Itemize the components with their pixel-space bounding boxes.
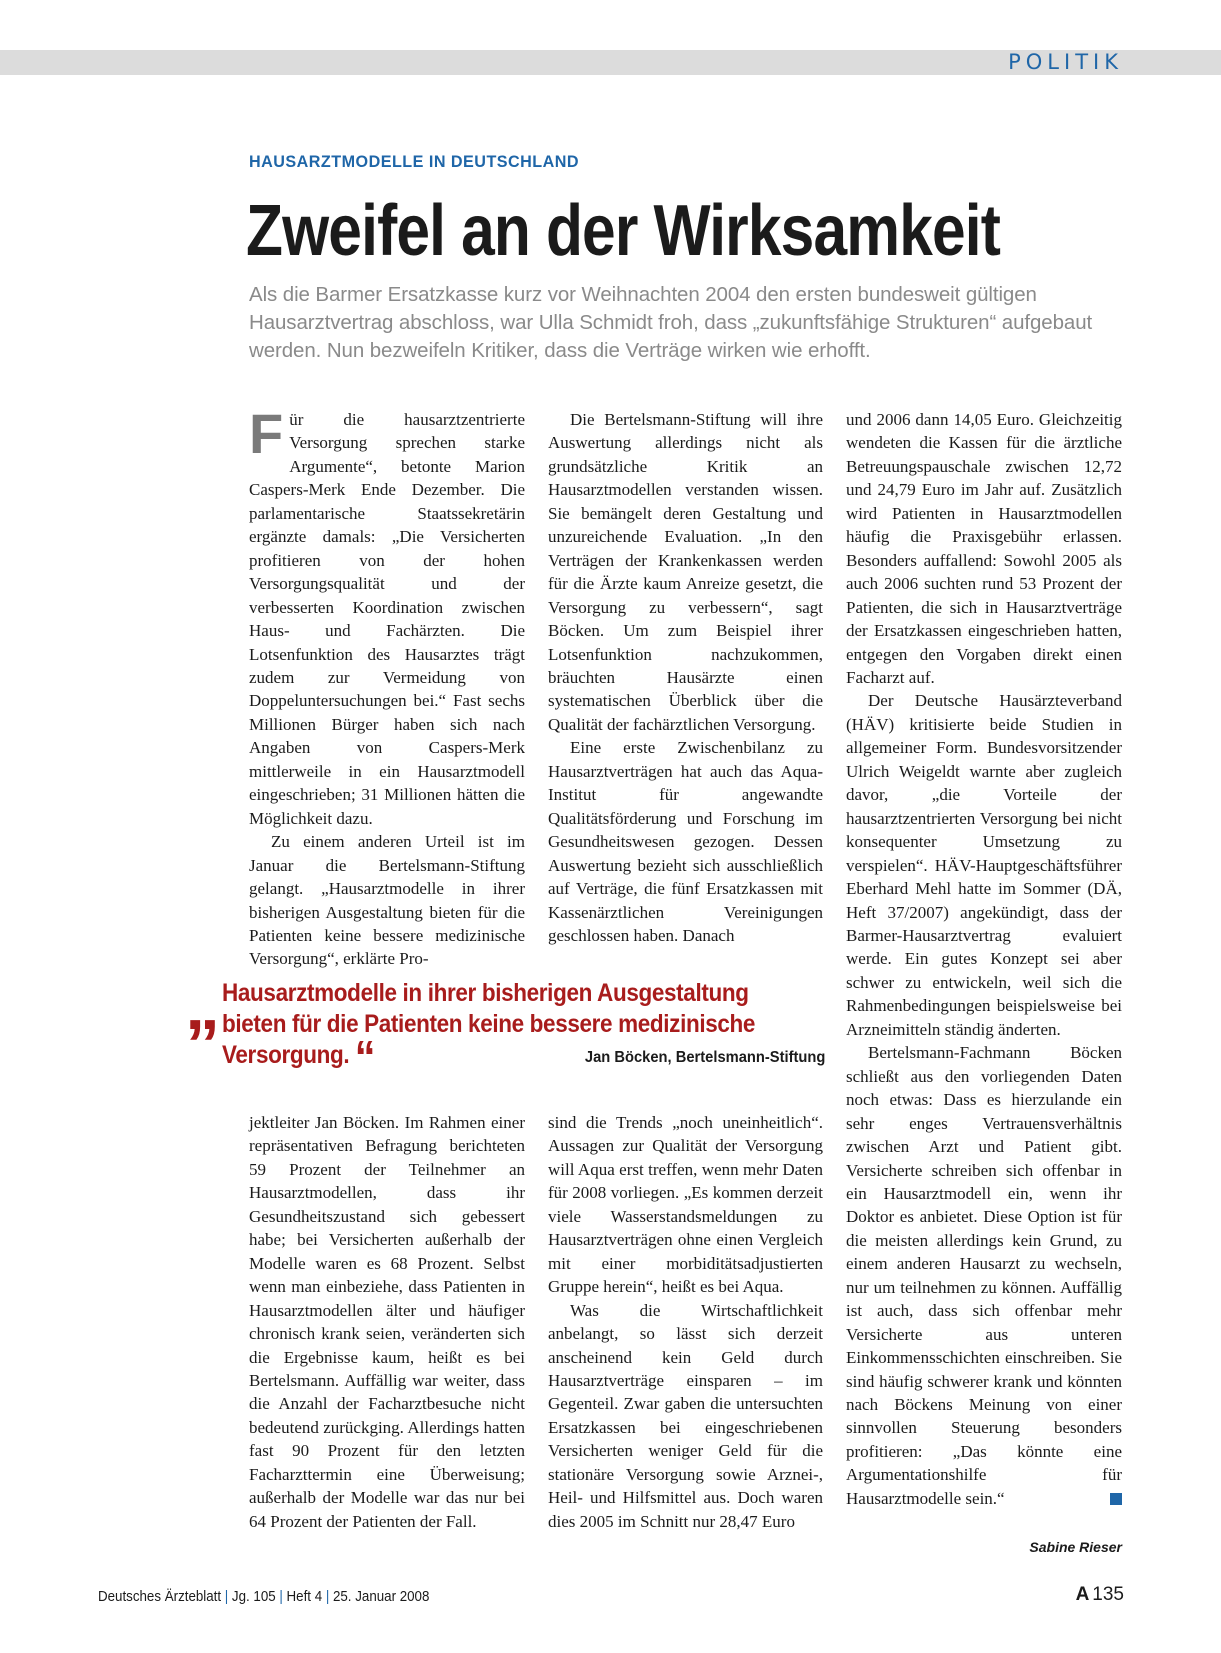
issue-date: 25. Januar 2008 bbox=[332, 1589, 430, 1605]
paragraph: Zu einem anderen Urteil ist im Januar die Bertelsmann-Stiftung gelangt. „Hausarztmodelle in ihrer bisherigen Ausgestaltung bieten für die Patienten keine bessere medizinische Versorgung“, erklärte Pro- bbox=[249, 832, 525, 969]
pull-quote-attribution: Jan Böcken, Bertelsmann-Stiftung bbox=[584, 1049, 825, 1066]
column-1-bottom bbox=[249, 1111, 525, 1533]
author-byline: Sabine Rieser bbox=[1029, 1539, 1122, 1555]
paragraph: jektleiter Jan Böcken. Im Rahmen einer repräsentativen Befragung berichteten 59 Prozent der Teilnehmer an Hausarztmodellen, dass ihr Gesundheitszustand sich gebessert habe; bei Versicherten außerhalb der Modelle waren es 68 Prozent. Selbst wenn man einbeziehe, dass Patienten in Hausarztmodellen älter und häufiger chronisch krank seien, veränderten sich die Ergebnisse kaum, heißt es bei Bertelsmann. Auffällig war weiter, dass die Anzahl der Facharztbesuche nicht bedeutend zurückging. Allerdings hatten fast 90 Prozent für den letzten Facharzttermin eine Überweisung; außerhalb der Modelle war das nur bei 64 Prozent der Patienten der Fall. bbox=[249, 1113, 525, 1531]
paragraph: Eine erste Zwischenbilanz zu Hausarztverträgen hat auch das Aqua-Institut für angewandte Qualitätsförderung und Forschung im Gesundheitswesen gezogen. Dessen Auswertung bezieht sich ausschließlich auf Verträge, die fünf Ersatzkassen mit Kassenärztlichen Vereinigungen geschlossen haben. Danach bbox=[548, 738, 823, 945]
column-1-top bbox=[249, 402, 525, 971]
article-headline: Zweifel an der Wirksamkeit bbox=[246, 191, 1001, 271]
issue: Heft 4 bbox=[286, 1589, 323, 1605]
paragraph: und 2006 dann 14,05 Euro. Gleichzeitig wendeten die Kassen für die ärztliche Betreuungspauschale zwischen 12,72 und 24,79 Euro im Jahr auf. Zusätzlich wird Patienten in Hausarztmodellen häufig die Praxisgebühr erlassen. Besonders auffallend: Sowohl 2005 als auch 2006 suchten rund 53 Prozent der Patienten, die sich in Hausarztverträge der Ersatzkassen eingeschrieben hatten, entgegen den Vorgaben direkt einen Facharzt auf. bbox=[846, 410, 1122, 687]
dropcap: F bbox=[249, 402, 284, 465]
divider: | bbox=[325, 1589, 330, 1605]
paragraph: Der Deutsche Hausärzteverband (HÄV) kritisierte beide Studien in allgemeiner Form. Bundesvorsitzender Ulrich Weigeldt warnte aber zugleich davor, „die Vorteile der hausarztzentrierten Versorgung bei nicht konsequenter Umsetzung zu verspielen“. HÄV-Hauptgeschäftsführer Eberhard Mehl hatte im Sommer (DÄ, Heft 37/2007) angekündigt, dass der Barmer-Hausarztvertrag evaluiert werde. Ein gutes Konzept sei aber schwer zu entwickeln, weil sich die Rahmenbedingungen beispielsweise bei Arzneimitteln ständig änderten. bbox=[846, 691, 1122, 1039]
column-2-top bbox=[548, 408, 823, 947]
quote-close-icon: “ bbox=[354, 1031, 376, 1083]
article-kicker: HAUSARZTMODELLE IN DEUTSCHLAND bbox=[249, 152, 580, 171]
page-prefix: A bbox=[1075, 1584, 1090, 1605]
page-number bbox=[1076, 1584, 1124, 1606]
column-2-bottom bbox=[548, 1111, 823, 1533]
column-3 bbox=[846, 408, 1122, 1510]
paragraph: Was die Wirtschaftlichkeit anbelangt, so lässt sich derzeit anscheinend kein Geld durch Hausarztverträge einsparen – im Gegenteil. Zwar gaben die untersuchten Ersatzkassen bei eingeschriebenen Versicherten weniger Geld für die stationäre Versorgung sowie Arznei-, Heil- und Hilfsmittel aus. Doch waren dies 2005 im Schnitt nur 28,47 Euro bbox=[548, 1300, 823, 1531]
article-lead: Als die Barmer Ersatzkasse kurz vor Weihnachten 2004 den ersten bundesweit gültigen Hausarztvertrag abschloss, war Ulla Schmidt froh, dass „zukunftsfähige Strukturen“ aufgebaut werden. Nun bezweifeln Kritiker, dass die Verträge wirken wie erhofft. bbox=[249, 283, 1093, 362]
paragraph: ür die hausarztzentrierte Versorgung sprechen starke Argumente“, betonte Marion Caspers-Merk Ende Dezember. Die parlamentarische Staatssekretärin ergänzte damals: „Die Versicherten profitieren von der hohen Versorgungsqualität und der verbesserten Koordination zwischen Haus- und Fachärzten. Die Lotsenfunktion des Hausarztes trägt zudem zur Vermeidung von Doppeluntersuchungen bei.“ Fast sechs Millionen Bürger haben sich nach Angaben von Caspers-Merk mittlerweile in ein Hausarztmodell eingeschrieben; 31 Millionen hätten die Möglichkeit dazu. bbox=[249, 410, 525, 828]
paragraph bbox=[846, 1041, 1122, 1510]
quote-open-icon: „ bbox=[185, 966, 220, 1044]
footer-citation bbox=[98, 1589, 429, 1605]
end-mark-icon bbox=[1110, 1493, 1122, 1505]
paragraph: Die Bertelsmann-Stiftung will ihre Auswertung allerdings nicht als grundsätzliche Kritik an Hausarztmodellen verstanden wissen. Sie bemängelt deren Gestaltung und unzureichende Evaluation. „In den Verträgen der Krankenkassen werden für die Ärzte kaum Anreize gesetzt, die Versorgung zu verbessern“, sagt Böcken. Um zum Beispiel ihrer Lotsenfunktion nachzukommen, bräuchten Hausärzte einen systematischen Überblick über die Qualität der fachärztlichen Versorgung. bbox=[548, 410, 823, 734]
paragraph: sind die Trends „noch uneinheitlich“. Aussagen zur Qualität der Versorgung will Aqua erst treffen, wenn mehr Daten für 2008 vorliegen. „Es kommen derzeit viele Wasserstandsmeldungen zu Hausarztverträgen ohne einen Vergleich mit einer morbiditätsadjustierten Gruppe herein“, heißt es bei Aqua. bbox=[548, 1113, 823, 1297]
journal-name: Deutsches Ärzteblatt bbox=[98, 1589, 222, 1605]
pull-quote bbox=[185, 966, 825, 1083]
volume: Jg. 105 bbox=[231, 1589, 276, 1605]
divider: | bbox=[279, 1589, 283, 1605]
section-label: POLITIK bbox=[1008, 50, 1123, 74]
divider: | bbox=[224, 1589, 229, 1605]
paragraph-text: Bertelsmann-Fachmann Böcken schließt aus den vorliegenden Daten noch etwas: Dass es hierzulande ein sehr enges Vertrauensverhältnis zwischen Arzt und Patient gibt. Versicherte schreiben sich offenbar in ein Hausarztmodell ein, wenn ihr Doktor es anbietet. Diese Option ist für die meisten allerdings kein Grund, zu einem anderen Hausarzt zu wechseln, nur um teilnehmen zu können. Auffällig ist auch, dass sich offenbar mehr Versicherte aus unteren Einkommensschichten einschreiben. Sie sind häufig schwerer krank und könnten nach Böckens Meinung von einer sinnvollen Steuerung besonders profitieren: „Das könnte eine Argumentationshilfe für Hausarztmodelle sein.“ bbox=[846, 1043, 1122, 1508]
pull-quote-body: Hausarztmodelle in ihrer bisherigen Ausgestaltung bieten für die Patienten keine bessere medizinische Versorgung. bbox=[222, 979, 756, 1069]
page-number-value: 135 bbox=[1092, 1584, 1124, 1605]
